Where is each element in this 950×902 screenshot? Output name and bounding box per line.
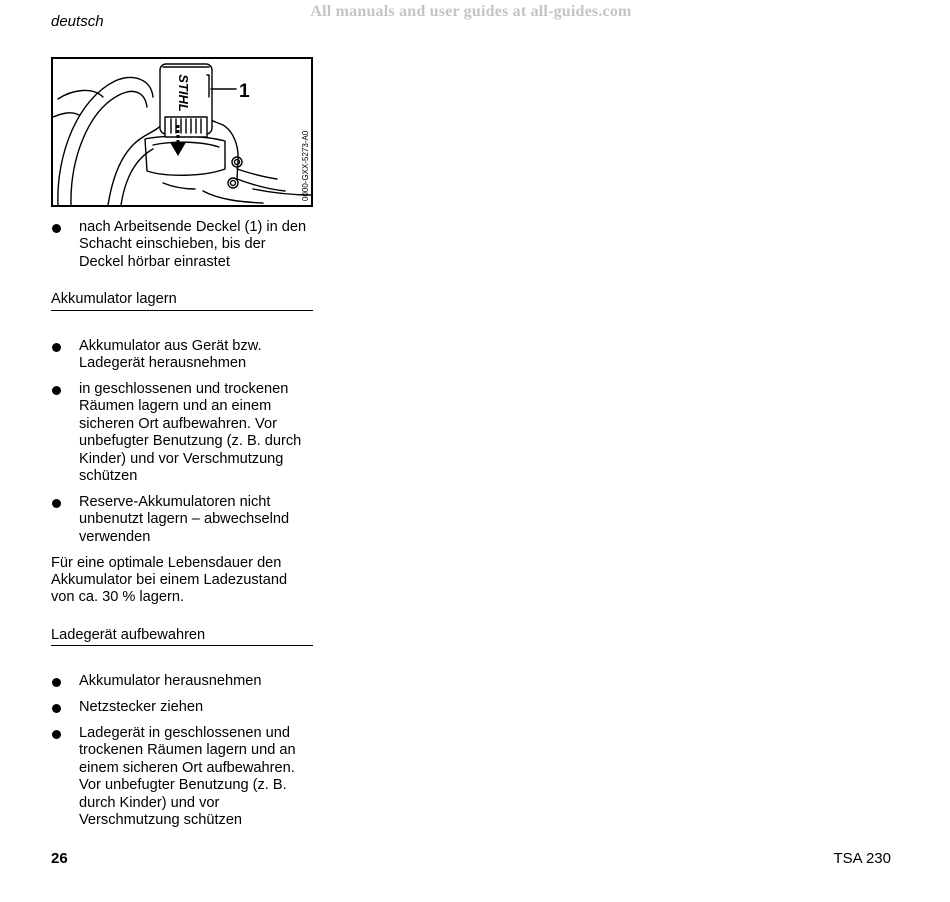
list-item <box>51 725 313 829</box>
list-item-text: Akkumulator herausnehmen <box>79 673 262 690</box>
page-number: 26 <box>51 850 68 867</box>
list-item <box>51 673 313 690</box>
bullet-icon <box>52 386 61 395</box>
list-item-text: Reserve-Akkumulatoren nicht unbenutzt lagern – abwechselnd verwenden <box>79 493 290 545</box>
stihl-logo: STIHL <box>176 74 191 112</box>
callout-number: 1 <box>239 81 250 102</box>
watermark: All manuals and user guides at all-guides.com <box>310 3 632 20</box>
list-item-text: Akkumulator aus Gerät bzw. Ladegerät herausnehmen <box>79 337 262 372</box>
bullet-icon <box>52 678 61 687</box>
bullet-icon <box>52 224 61 233</box>
section-heading-charger: Ladegerät aufbewahren <box>51 627 313 646</box>
language-label: deutsch <box>51 13 104 30</box>
list-item <box>51 219 313 271</box>
list-item <box>51 338 313 373</box>
model-name: TSA 230 <box>833 850 891 867</box>
list-item-text: Netzstecker ziehen <box>79 699 204 716</box>
bullet-icon <box>52 499 61 508</box>
bullet-icon <box>52 704 61 713</box>
section-heading-battery: Akkumulator lagern <box>51 291 313 310</box>
list-item <box>51 699 313 716</box>
storage-note: Für eine optimale Lebensdauer den Akkumulator bei einem Ladezustand von ca. 30 % lagern. <box>51 554 288 606</box>
bullet-icon <box>52 343 61 352</box>
list-item-text: in geschlossenen und trockenen Räumen lagern und an einem sicheren Ort aufbewahren. Vor unbefugter Benutzung (z. B. durch Kinder) und vor Verschmutzung schützen <box>79 380 302 484</box>
cover-illustration <box>53 59 311 205</box>
figure-cover-insertion <box>51 57 313 207</box>
content-column <box>51 219 313 838</box>
figure-code: 0000-GXX-5273-A0 <box>301 130 310 201</box>
list-item <box>51 381 313 485</box>
bullet-icon <box>52 730 61 739</box>
list-item <box>51 494 313 546</box>
list-item-text: nach Arbeitsende Deckel (1) in den Schacht einschieben, bis der Deckel hörbar einrastet <box>79 219 307 270</box>
list-item-text: Ladegerät in geschlossenen und trockenen Räumen lagern und an einem sicheren Ort aufbewahren. Vor unbefugter Benutzung (z. B. durch Kinder) und vor Verschmutzung schützen <box>79 725 296 829</box>
